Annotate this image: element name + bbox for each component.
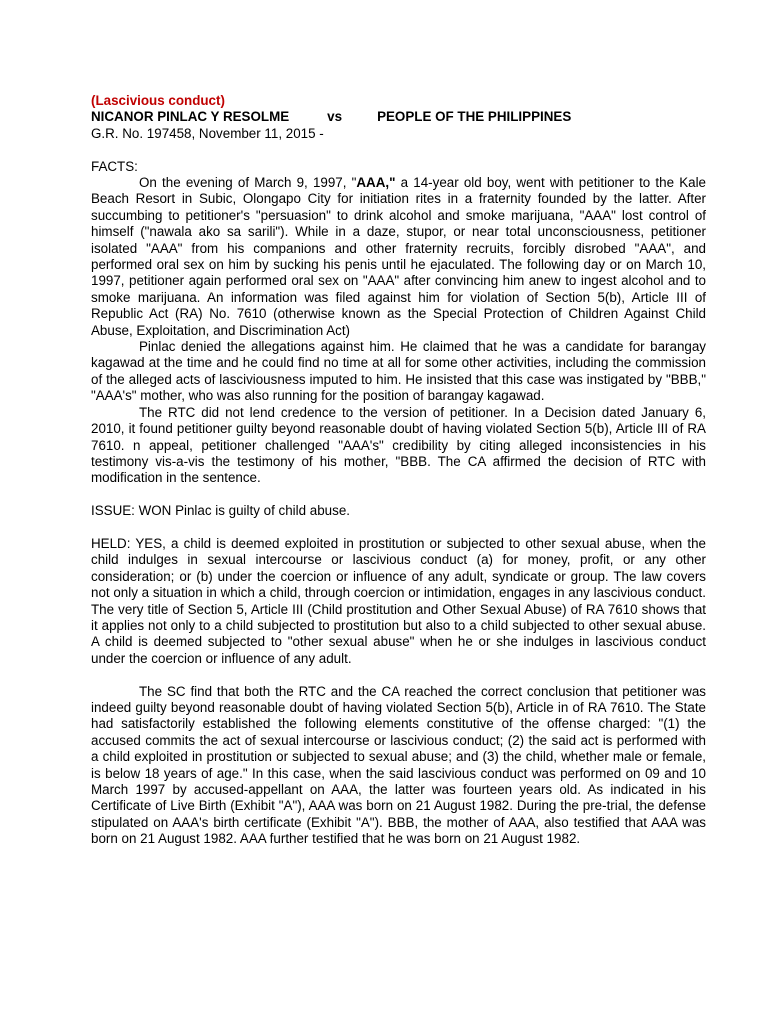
spacer <box>91 667 706 683</box>
facts-paragraph-3: The RTC did not lend credence to the version of petitioner. In a Decision dated January 6, 2010, it found petitioner guilty beyond reasonable doubt of having violated Section 5(b), Article III of RA 7610. n appeal, petitioner challenged "AAA's" credibility by citing alleged inconsistencies in his testimony vis-a-vis the testimony of his mother, "BBB. The CA affirmed the decision of RTC with modification in the sentence. <box>91 404 706 486</box>
facts-paragraph-1: On the evening of March 9, 1997, "AAA," a 14-year old boy, went with petitioner to the Kale Beach Resort in Subic, Olongapo City for initiation rites in a fraternity founded by the latter. After succumbing to petitioner's "persuasion" to drink alcohol and smoke marijuana, "AAA" lost control of himself ("nawala ako sa sarili"). While in a daze, stupor, or near total unconsciousness, petitioner isolated "AAA" from his companions and other fraternity recruits, forcibly disrobed "AAA", and performed oral sex on him by sucking his penis until he ejaculated. The following day or on March 10, 1997, petitioner again performed oral sex on "AAA" after convincing him anew to ingest alcohol and to smoke marijuana. An information was filed against him for violation of Section 5(b), Article III of Republic Act (RA) No. 7610 (otherwise known as the Special Protection of Children Against Child Abuse, Exploitation, and Discrimination Act) <box>91 175 706 338</box>
petitioner-name: NICANOR PINLAC Y RESOLME <box>91 109 290 125</box>
versus-label: vs <box>327 109 343 125</box>
issue-paragraph: ISSUE: WON Pinlac is guilty of child abuse. <box>91 503 350 519</box>
spacer <box>91 487 706 503</box>
case-category-tag: (Lascivious conduct) <box>91 93 225 108</box>
held-paragraph-2: The SC find that both the RTC and the CA reached the correct conclusion that petitioner was indeed guilty beyond reasonable doubt of having violated Section 5(b), Article in of RA 7610. The State had satisfactorily established the following elements constitutive of the offense charged: "(1) the accused commits the act of sexual intercourse or lascivious conduct; (2) the said act is performed with a child exploited in prostitution or subjected to sexual abuse; and (3) the child, whether male or female, is below 18 years of age." In this case, when the said lascivious conduct was performed on 09 and 10 March 1997 by accused-appellant on AAA, the latter was fourteen years old. As indicated in his Certificate of Live Birth (Exhibit "A"), AAA was born on 21 August 1982. During the pre-trial, the defense stipulated on AAA's birth certificate (Exhibit "A"). BBB, the mother of AAA, also testified that AAA was born on 21 August 1982. AAA further testified that he was born on 21 August 1982. <box>91 683 706 847</box>
held-paragraph-1: HELD: YES, a child is deemed exploited in prostitution or subjected to other sexual abuse, when the child indulges in sexual intercourse or lascivious conduct (a) for money, profit, or any other consideration; or (b) under the coercion or influence of any adult, syndicate or group. The law covers not only a situation in which a child, through coercion or intimidation, engages in any lascivious conduct. The very title of Section 5, Article III (Child prostitution and Other Sexual Abuse) of RA 7610 shows that it applies not only to a child subjected to prostitution but also to a child subjected to other sexual abuse. A child is deemed subjected to "other sexual abuse" when he or she indulges in lascivious conduct under the coercion or influence of any adult. <box>91 535 706 666</box>
aaa-bold-name: AAA," <box>356 175 396 191</box>
gr-number-date: G.R. No. 197458, November 11, 2015 - <box>91 125 324 141</box>
respondent-name: PEOPLE OF THE PHILIPPINES <box>377 109 572 125</box>
case-title <box>91 109 706 125</box>
spacer <box>91 142 706 158</box>
facts-heading: FACTS: <box>91 158 138 174</box>
facts-paragraph-2: Pinlac denied the allegations against him. He claimed that he was a candidate for barangay kagawad at the time and he could find no time at all for some other activities, including the commission of the alleged acts of lasciviousness imputed to him. He insisted that this case was instigated by "BBB," "AAA's" mother, who was also running for the position of barangay kagawad. <box>91 339 706 404</box>
spacer <box>91 520 706 536</box>
